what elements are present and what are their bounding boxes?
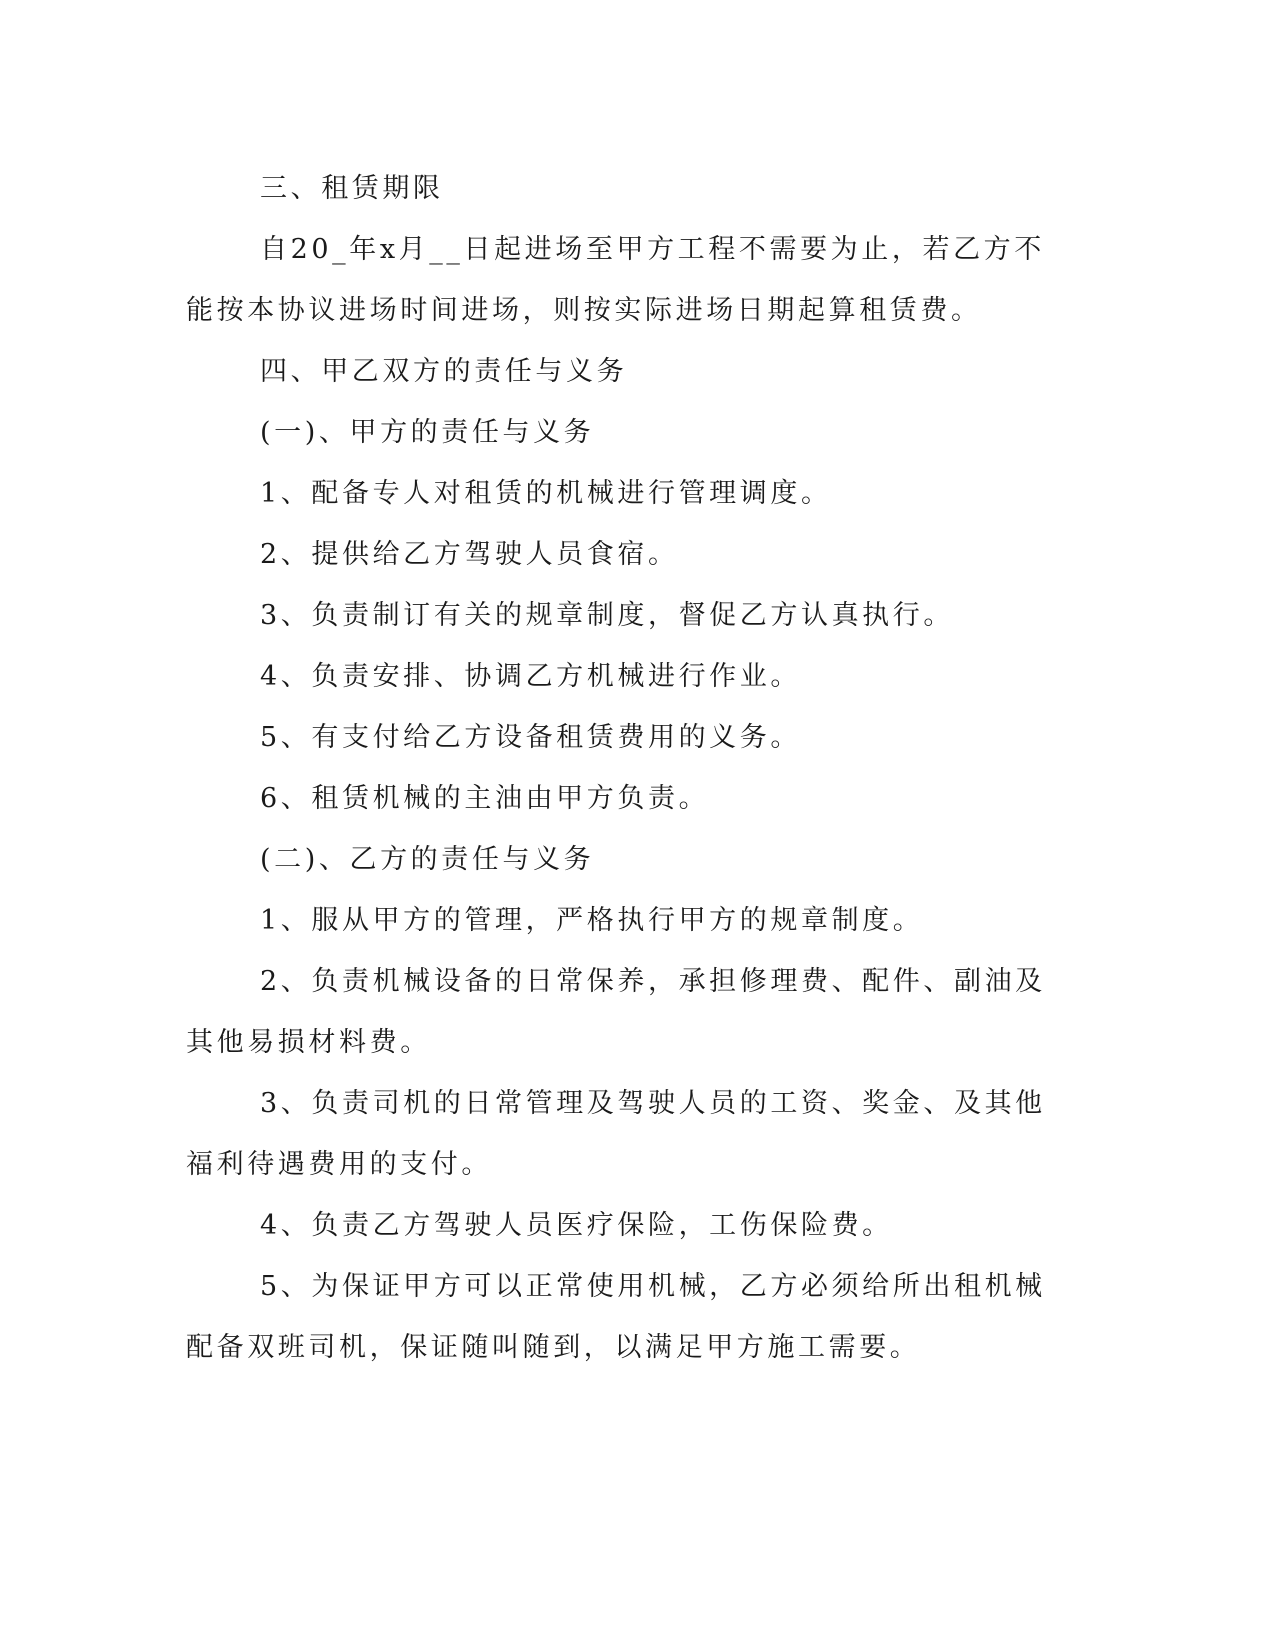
list-item-party-b-3: 3、负责司机的日常管理及驾驶人员的工资、奖金、及其他福利待遇费用的支付。 — [186, 1088, 1046, 1180]
subsection-heading-party-b: (二)、乙方的责任与义务 — [260, 844, 595, 875]
list-item-party-a-3: 3、负责制订有关的规章制度，督促乙方认真执行。 — [260, 600, 954, 631]
list-item-party-b-4: 4、负责乙方驾驶人员医疗保险，工伤保险费。 — [260, 1210, 893, 1241]
document-body — [186, 158, 1058, 1378]
section-heading-lease-term: 三、租赁期限 — [260, 173, 444, 204]
list-item-party-a-4: 4、负责安排、协调乙方机械进行作业。 — [260, 661, 801, 692]
list-item-party-a-6: 6、租赁机械的主油由甲方负责。 — [260, 783, 710, 814]
paragraph-lease-term: 自20_年x月__日起进场至甲方工程不需要为止，若乙方不能按本协议进场时间进场，则按实际进场日期起算租赁费。 — [186, 234, 1045, 326]
list-item-party-a-2: 2、提供给乙方驾驶人员食宿。 — [260, 539, 679, 570]
list-item-party-b-2: 2、负责机械设备的日常保养，承担修理费、配件、副油及其他易损材料费。 — [186, 966, 1046, 1058]
section-heading-responsibilities: 四、甲乙双方的责任与义务 — [260, 356, 628, 387]
subsection-heading-party-a: (一)、甲方的责任与义务 — [260, 417, 595, 448]
list-item-party-a-1: 1、配备专人对租赁的机械进行管理调度。 — [260, 478, 832, 509]
list-item-party-a-5: 5、有支付给乙方设备租赁费用的义务。 — [260, 722, 801, 753]
list-item-party-b-1: 1、服从甲方的管理，严格执行甲方的规章制度。 — [260, 905, 924, 936]
list-item-party-b-5: 5、为保证甲方可以正常使用机械，乙方必须给所出租机械配备双班司机，保证随叫随到，以满足甲方施工需要。 — [186, 1271, 1046, 1363]
